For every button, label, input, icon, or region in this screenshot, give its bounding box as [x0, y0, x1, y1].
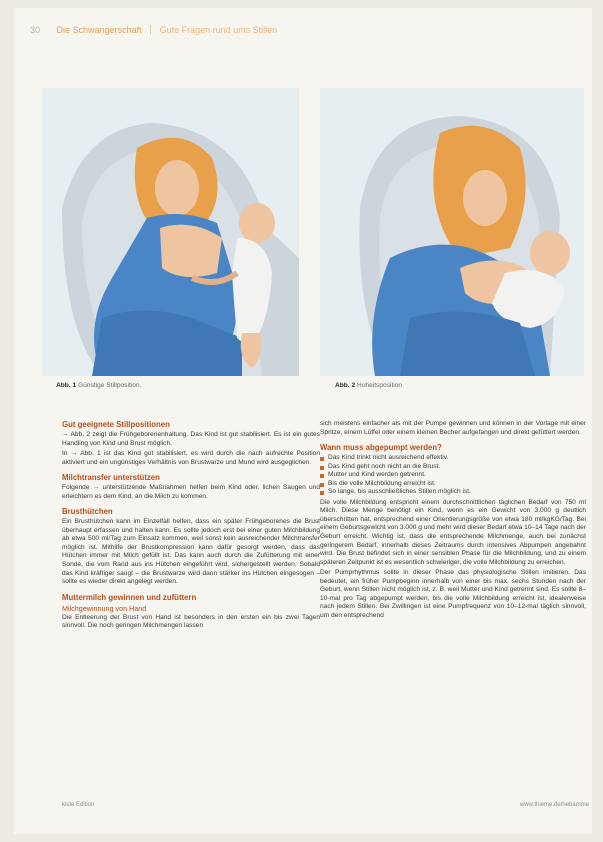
figure-2-caption-text: Hoheitsposition [357, 382, 403, 389]
figure-2-caption [335, 382, 402, 389]
body-paragraph: Die Entleerung der Brust von Hand ist besonders in den ersten ein bis zwei Tagen sinnvoll. Die noch geringen Milchmengen lassen [62, 613, 320, 630]
header-divider [150, 25, 151, 34]
right-column [320, 420, 586, 622]
list-item: So lange, bis ausschließliches Stillen möglich ist. [320, 488, 586, 497]
page [14, 8, 592, 834]
figure-2-label: Abb. 2 [335, 382, 356, 389]
subheading-milchgewinnung: Milchgewinnung von Hand [62, 603, 147, 613]
page-number: 30 [30, 25, 41, 35]
list-item: Das Kind trinkt nicht ausreichend effektiv. [320, 454, 586, 463]
bullet-list [320, 454, 586, 497]
left-column [62, 420, 320, 633]
body-paragraph: Ein Brusthütchen kann im Einzelfall helfen, dass ein später Frühgeborenes die Brust überhaupt erfassen und halten kann. Es sollte jedoch erst bei einer guten Milchbildung ab etwa 500 ml/Tag zum Einsatz kommen, weil sonst kein ausreichender Milchtransfer möglich ist. Mithilfe der Brustkompression kann dafür gesorgt werden, dass das Hütchen immer mit Milch gefüllt ist. Das kann auch durch die Zufütterung mit einer Sonde, die vom Rand aus ins Hütchen eingeführt wird, sichergestellt werden. Sobald das Kind kräftiger saugt – die Brustwarze wird dann stärker ins Hütchen eingesogen – sollte es wieder direkt angelegt werden. [62, 518, 320, 586]
body-paragraph: sich meistens einfacher als mit der Pumpe gewinnen und können in der Vorlage mit einer Spritze, einem Löffel oder einem kleinen Becher aufgefangen und direkt gefüttert werden. [320, 420, 586, 436]
footer-url: www.thieme.de/hebamme [520, 802, 590, 808]
figure-1-label: Abb. 1 [56, 382, 77, 389]
footer-left: kiste Edition [62, 802, 95, 808]
heading-brusthuetchen: Brusthütchen [62, 507, 113, 517]
body-paragraph: Folgende → unterstützende Maßnahmen helfen beim Kind oder. lichen Saugen und erleichtern es dem Kind, an die Milch zu kommen. [62, 484, 320, 500]
figure-1-caption [56, 382, 141, 389]
body-paragraph: → Abb. 2 zeigt die Frühgeborenenhaltung. Das Kind ist gut stabilisiert. Es ist ein gutes Handling von Kind und Brust möglich. [62, 431, 320, 447]
body-paragraph: Die volle Milchbildung entspricht einem durchschnittlichen täglichen Bedarf von 750 ml Milch. Diese Menge benötigt ein Kind, wenn es ein Gewicht von 3.000 g deutlich überschritten hat, entsprechend einer Orientierungsgröße von etwa 180 ml/kgKG/Tag. Bei einem Geburtsgewicht von 3.000 g und mehr wird dieser Bedarf etwa 10–14 Tage nach der Geburt erreicht. Wichtig ist, dass die entsprechende Milchmenge, auch bei zunächst geringerem Bedarf, innerhalb dieses Zeitraums durch intensives Abpumpen angebahnt wird. Die Brust befindet sich in einer sensiblen Phase für die Milchbildung, und zu einem späteren Zeitpunkt ist es wesentlich schwieriger, die volle Milchbildung zu erreichen. [320, 498, 586, 566]
figure-1-caption-text: Günstige Stillposition. [78, 382, 142, 389]
list-item: Bis die volle Milchbildung erreicht ist. [320, 480, 586, 489]
figure-1-illustration [42, 88, 299, 376]
list-item: Mutter und Kind werden getrennt. [320, 471, 586, 480]
heading-abpumpen: Wann muss abgepumpt werden? [320, 443, 442, 453]
body-paragraph: Der Pumprhythmus sollte in dieser Phase das physiologische Stillen imitieren. Das bedeutet, ein früher Pumpbeginn innerhalb von einer bis max. sechs Stunden nach der Geburt, wenn Stillen nicht möglich ist, z. B. weil Mutter und Kind getrennt sind. Es sollte 8–10-mal pro Tag abgepumpt werden, bis die volle Milchbildung erreicht ist, idealerweise nach jedem Stillen. Bei Zwillingen ist eine Pumpfrequenz von 10–12-mal täglich sinnvoll, um den entsprechend [320, 569, 586, 619]
list-item: Das Kind geht noch nicht an die Brust. [320, 463, 586, 472]
figure-2-illustration [320, 88, 584, 376]
heading-milchtransfer: Milchtransfer unterstützen [62, 473, 160, 483]
body-paragraph: In → Abb. 1 ist das Kind gut stabilisiert, es wird durch die nach aufrechte Position aktiviert und ein ungünstiges Verhältnis von Brustwarze und Mund wird ausgeglichen. [62, 450, 320, 466]
running-header [30, 25, 277, 39]
section-title: Gute Fragen rund ums Stillen [159, 25, 278, 35]
chapter-title: Die Schwangerschaft [56, 25, 142, 35]
heading-stillpositionen: Gut geeignete Stillpositionen [62, 420, 170, 429]
heading-muttermilch: Muttermilch gewinnen und zufüttern [62, 592, 197, 602]
